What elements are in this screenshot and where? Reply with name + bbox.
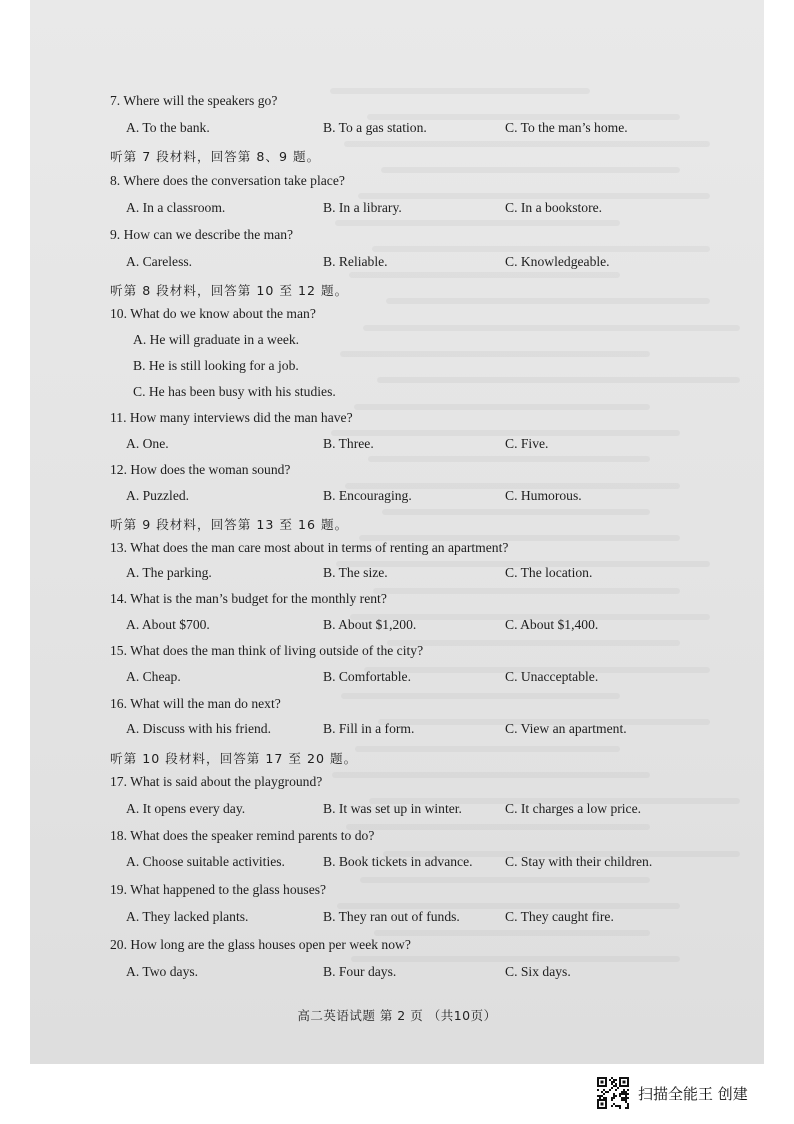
question: 10. What do we know about the man? xyxy=(110,306,316,321)
bleed-stroke xyxy=(360,877,650,883)
question: 13. What does the man care most about in terms of renting an apartment? xyxy=(110,540,509,555)
bleed-stroke xyxy=(351,956,680,962)
bleed-stroke xyxy=(354,404,650,410)
option-b: B. The size. xyxy=(323,565,388,580)
option-a: A. Choose suitable activities. xyxy=(126,854,285,869)
qr-code-icon xyxy=(596,1076,630,1110)
section-instruction: 听第 10 段材料，回答第 17 至 20 题。 xyxy=(110,751,358,766)
option-line: A. He will graduate in a week. xyxy=(133,332,300,347)
option-a: A. Careless. xyxy=(126,254,193,269)
option-c: C. About $1,400. xyxy=(505,617,599,632)
option-a: A. It opens every day. xyxy=(126,801,246,816)
section-instruction: 听第 9 段材料，回答第 13 至 16 题。 xyxy=(110,517,349,532)
bleed-stroke xyxy=(330,88,590,94)
option-b: B. They ran out of funds. xyxy=(323,909,460,924)
option-a: A. Puzzled. xyxy=(126,488,190,503)
bleed-stroke xyxy=(368,456,650,462)
bleed-stroke xyxy=(358,193,710,199)
option-b: B. Book tickets in advance. xyxy=(323,854,473,869)
question: 8. Where does the conversation take place? xyxy=(110,173,345,188)
bleed-stroke xyxy=(374,930,650,936)
option-a: A. Two days. xyxy=(126,964,199,979)
bleed-stroke xyxy=(372,246,710,252)
question: 18. What does the speaker remind parents to do? xyxy=(110,828,375,843)
question: 12. How does the woman sound? xyxy=(110,462,291,477)
bleed-stroke xyxy=(382,509,650,515)
question: 17. What is said about the playground? xyxy=(110,774,323,789)
option-a: A. In a classroom. xyxy=(126,200,226,215)
option-c: C. Humorous. xyxy=(505,488,582,503)
option-a: A. One. xyxy=(126,436,169,451)
page-footer: 高二英语试题 第 2 页 （共10页） xyxy=(297,1008,497,1023)
option-c: C. Six days. xyxy=(505,964,571,979)
bleed-stroke xyxy=(335,220,620,226)
bleed-stroke xyxy=(377,377,740,383)
question: 7. Where will the speakers go? xyxy=(110,93,278,108)
option-b: B. It was set up in winter. xyxy=(323,801,462,816)
option-c: C. They caught fire. xyxy=(505,909,614,924)
option-b: B. To a gas station. xyxy=(323,120,427,135)
bleed-stroke xyxy=(363,325,740,331)
option-c: C. To the man’s home. xyxy=(505,120,628,135)
bleed-stroke xyxy=(381,167,680,173)
option-a: A. Discuss with his friend. xyxy=(126,721,271,736)
option-line: B. He is still looking for a job. xyxy=(133,358,299,373)
option-c: C. View an apartment. xyxy=(505,721,627,736)
bleed-stroke xyxy=(349,272,620,278)
bleed-stroke xyxy=(341,693,620,699)
bleed-stroke xyxy=(373,588,680,594)
option-b: B. Comfortable. xyxy=(323,669,411,684)
option-a: A. They lacked plants. xyxy=(126,909,249,924)
bleed-stroke xyxy=(387,640,680,646)
option-b: B. Encouraging. xyxy=(323,488,412,503)
option-c: C. Knowledgeable. xyxy=(505,254,610,269)
question: 16. What will the man do next? xyxy=(110,696,281,711)
option-c: C. In a bookstore. xyxy=(505,200,603,215)
option-b: B. Reliable. xyxy=(323,254,388,269)
section-instruction: 听第 8 段材料，回答第 10 至 12 题。 xyxy=(110,283,349,298)
option-c: C. It charges a low price. xyxy=(505,801,642,816)
option-b: B. Three. xyxy=(323,436,374,451)
option-c: C. Stay with their children. xyxy=(505,854,653,869)
question: 9. How can we describe the man? xyxy=(110,227,294,242)
question: 11. How many interviews did the man have? xyxy=(110,410,353,425)
option-b: B. About $1,200. xyxy=(323,617,417,632)
option-b: B. Four days. xyxy=(323,964,397,979)
option-a: A. Cheap. xyxy=(126,669,181,684)
option-a: A. The parking. xyxy=(126,565,212,580)
section-instruction: 听第 7 段材料，回答第 8、9 题。 xyxy=(110,149,321,164)
question: 19. What happened to the glass houses? xyxy=(110,882,327,897)
bleed-stroke xyxy=(331,430,680,436)
scanner-watermark xyxy=(596,1075,748,1111)
question: 20. How long are the glass houses open per week now? xyxy=(110,937,411,952)
bleed-stroke xyxy=(386,298,710,304)
option-c: C. The location. xyxy=(505,565,593,580)
bleed-stroke xyxy=(332,772,650,778)
bleed-stroke xyxy=(340,351,650,357)
option-a: A. About $700. xyxy=(126,617,210,632)
watermark-text: 扫描全能王 创建 xyxy=(638,1084,748,1103)
option-a: A. To the bank. xyxy=(126,120,210,135)
option-line: C. He has been busy with his studies. xyxy=(133,384,336,399)
option-c: C. Five. xyxy=(505,436,549,451)
question: 15. What does the man think of living outside of the city? xyxy=(110,643,424,658)
question: 14. What is the man’s budget for the monthly rent? xyxy=(110,591,387,606)
scanned-page xyxy=(30,0,764,1064)
option-b: B. In a library. xyxy=(323,200,402,215)
option-c: C. Unacceptable. xyxy=(505,669,599,684)
option-b: B. Fill in a form. xyxy=(323,721,415,736)
bleed-stroke xyxy=(355,746,620,752)
bleed-stroke xyxy=(344,141,710,147)
bleed-stroke xyxy=(346,824,650,830)
